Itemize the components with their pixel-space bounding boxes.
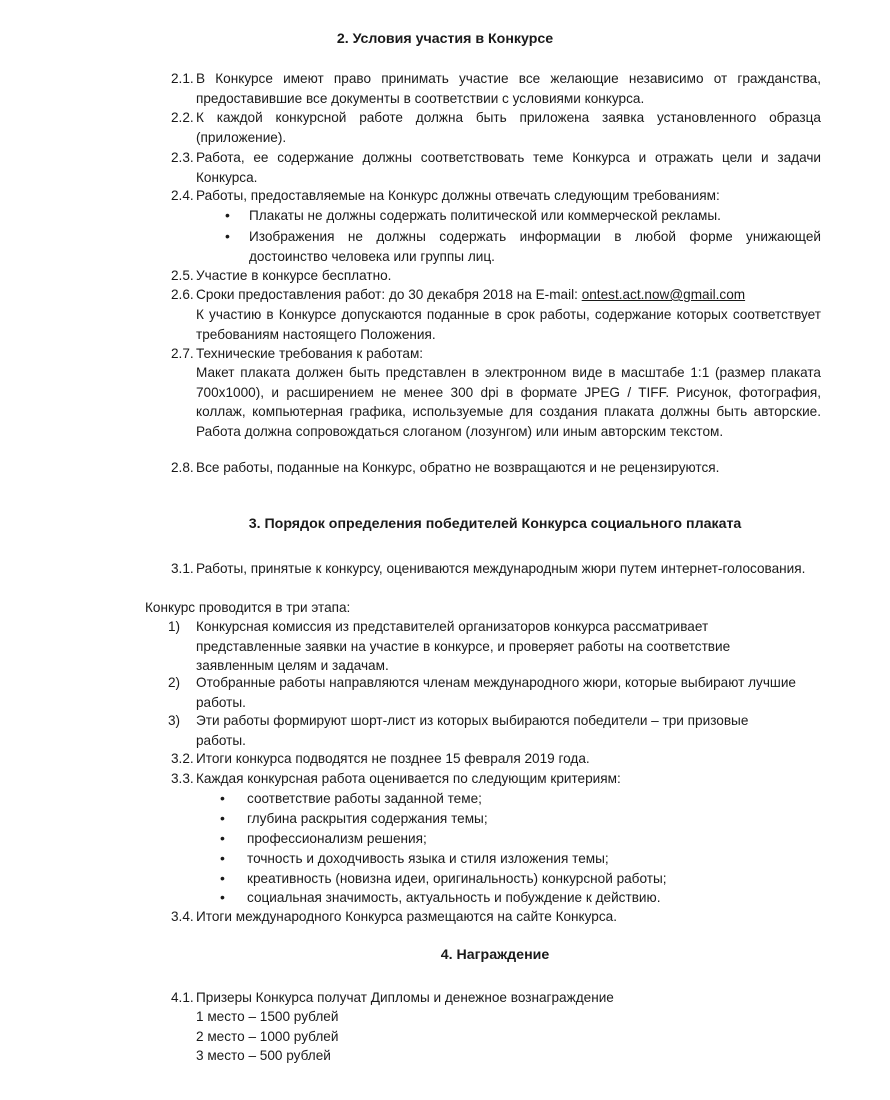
clause-text: Все работы, поданные на Конкурс, обратно не возвращаются и не рецензируются. bbox=[196, 460, 720, 475]
criterion-item bbox=[220, 789, 780, 809]
section-3-heading: 3. Порядок определения победителей Конкурса социального плаката bbox=[248, 516, 742, 532]
bullet-icon: • bbox=[220, 850, 225, 866]
clause-number: 2.3. bbox=[171, 150, 194, 165]
criterion-text: соответствие работы заданной теме; bbox=[247, 791, 482, 806]
criterion-text: социальная значимость, актуальность и побуждение к действию. bbox=[247, 890, 661, 905]
prize-place-3: 3 место – 500 рублей bbox=[196, 1048, 331, 1063]
clause-number: 3.2. bbox=[171, 751, 194, 766]
clause-number: 3.4. bbox=[171, 909, 194, 924]
clause-2-5 bbox=[171, 266, 821, 286]
clause-number: 3.1. bbox=[171, 561, 194, 576]
bullet-text: Плакаты не должны содержать политической или коммерческой рекламы. bbox=[249, 208, 721, 223]
bullet-icon: • bbox=[220, 889, 225, 905]
clause-2-8 bbox=[171, 458, 821, 478]
clause-3-4 bbox=[171, 907, 821, 927]
criterion-item bbox=[220, 809, 780, 829]
criterion-item bbox=[220, 869, 780, 889]
clause-2-6-note: К участию в Конкурсе допускаются поданные в срок работы, содержание которых соответствует требованиям настоящего Положения. bbox=[196, 307, 821, 342]
clause-2-7-requirements: Макет плаката должен быть представлен в электронном виде в масштабе 1:1 (размер плаката 700х1000), и расширением не менее 300 dpi в формате JPEG / TIFF. Рисунок, фотография, коллаж, компьютерная графика, используемые для создания плаката должны быть авторские. Работа должна сопровождаться слоганом (лозунгом) или иным авторским текстом. bbox=[196, 365, 821, 439]
clause-text: К каждой конкурсной работе должна быть приложена заявка установленного образца (приложение). bbox=[196, 110, 821, 145]
clause-2-2 bbox=[171, 108, 821, 147]
criterion-text: креативность (новизна идеи, оригинальность) конкурсной работы; bbox=[247, 871, 667, 886]
clause-number: 2.4. bbox=[171, 188, 194, 203]
clause-number: 2.8. bbox=[171, 460, 194, 475]
clause-text: Работы, предоставляемые на Конкурс должны отвечать следующим требованиям: bbox=[196, 188, 720, 203]
clause-text: Участие в конкурсе бесплатно. bbox=[196, 268, 392, 283]
clause-text: Работы, принятые к конкурсу, оцениваются международным жюри путем интернет-голосования. bbox=[196, 561, 806, 576]
clause-text: Работа, ее содержание должны соответствовать теме Конкурса и отражать цели и задачи Конкурса. bbox=[196, 150, 821, 185]
stages-intro: Конкурс проводится в три этапа: bbox=[145, 600, 351, 615]
deadline-text: Сроки предоставления работ: до 30 декабря 2018 на E-mail: bbox=[196, 287, 582, 302]
clause-number: 2.2. bbox=[171, 110, 194, 125]
section-2-heading: 2. Условия участия в Конкурсе bbox=[336, 31, 554, 47]
clause-2-3 bbox=[171, 148, 821, 187]
stage-item bbox=[168, 617, 798, 676]
stage-number: 2) bbox=[168, 675, 181, 690]
stage-item bbox=[168, 673, 798, 712]
bullet-icon: • bbox=[225, 207, 230, 223]
section-4-heading: 4. Награждение bbox=[440, 947, 550, 963]
clause-number: 3.3. bbox=[171, 771, 194, 786]
clause-text bbox=[196, 285, 821, 305]
clause-number: 2.6. bbox=[171, 287, 194, 302]
criterion-item bbox=[220, 829, 780, 849]
clause-text: Каждая конкурсная работа оценивается по следующим критериям: bbox=[196, 771, 621, 786]
stage-number: 1) bbox=[168, 619, 181, 634]
bullet-icon: • bbox=[220, 790, 225, 806]
criterion-text: профессионализм решения; bbox=[247, 831, 427, 846]
stage-text: Эти работы формируют шорт-лист из которых выбираются победители – три призовые работы. bbox=[196, 713, 749, 748]
bullet-text: Изображения не должны содержать информации в любой форме унижающей достоинство человека или группы лиц. bbox=[249, 229, 821, 264]
clause-2-4 bbox=[171, 186, 821, 206]
clause-number: 2.1. bbox=[171, 71, 194, 86]
clause-text: Технические требования к работам: bbox=[196, 346, 424, 361]
clause-text: Итоги конкурса подводятся не позднее 15 февраля 2019 года. bbox=[196, 751, 590, 766]
bullet-item bbox=[225, 206, 821, 226]
stage-text: Конкурсная комиссия из представителей организаторов конкурса рассматривает представленные заявки на участие в конкурсе, и проверяет работы на соответствие заявленным целям и задачам. bbox=[196, 619, 731, 674]
clause-2-6 bbox=[171, 285, 821, 305]
clause-2-1 bbox=[171, 69, 821, 108]
clause-number: 2.5. bbox=[171, 268, 194, 283]
prize-place-2: 2 место – 1000 рублей bbox=[196, 1029, 339, 1044]
stage-text: Отобранные работы направляются членам международного жюри, которые выбирают лучшие работы. bbox=[196, 675, 796, 710]
contact-email-link[interactable]: ontest.act.now@gmail.com bbox=[581, 287, 746, 302]
stage-item bbox=[168, 711, 798, 750]
clause-text: Итоги международного Конкурса размещаются на сайте Конкурса. bbox=[196, 909, 618, 924]
bullet-item bbox=[225, 227, 821, 266]
bullet-icon: • bbox=[220, 830, 225, 846]
clause-3-1 bbox=[171, 559, 821, 579]
clause-3-2 bbox=[171, 749, 821, 769]
criterion-item bbox=[220, 888, 780, 908]
bullet-icon: • bbox=[225, 228, 230, 244]
bullet-icon: • bbox=[220, 810, 225, 826]
clause-number: 4.1. bbox=[171, 990, 194, 1005]
clause-2-7 bbox=[171, 344, 821, 364]
criterion-item bbox=[220, 849, 780, 869]
bullet-icon: • bbox=[220, 870, 225, 886]
clause-3-3 bbox=[171, 769, 821, 789]
clause-number: 2.7. bbox=[171, 346, 194, 361]
clause-text: Призеры Конкурса получат Дипломы и денежное вознаграждение bbox=[196, 990, 614, 1005]
criterion-text: точность и доходчивость языка и стиля изложения темы; bbox=[247, 851, 609, 866]
stage-number: 3) bbox=[168, 713, 181, 728]
criterion-text: глубина раскрытия содержания темы; bbox=[247, 811, 488, 826]
clause-4-1 bbox=[171, 988, 821, 1008]
clause-text: В Конкурсе имеют право принимать участие все желающие независимо от гражданства, предоставившие все документы в соответствии с условиями конкурса. bbox=[196, 71, 821, 106]
prize-place-1: 1 место – 1500 рублей bbox=[196, 1009, 339, 1024]
